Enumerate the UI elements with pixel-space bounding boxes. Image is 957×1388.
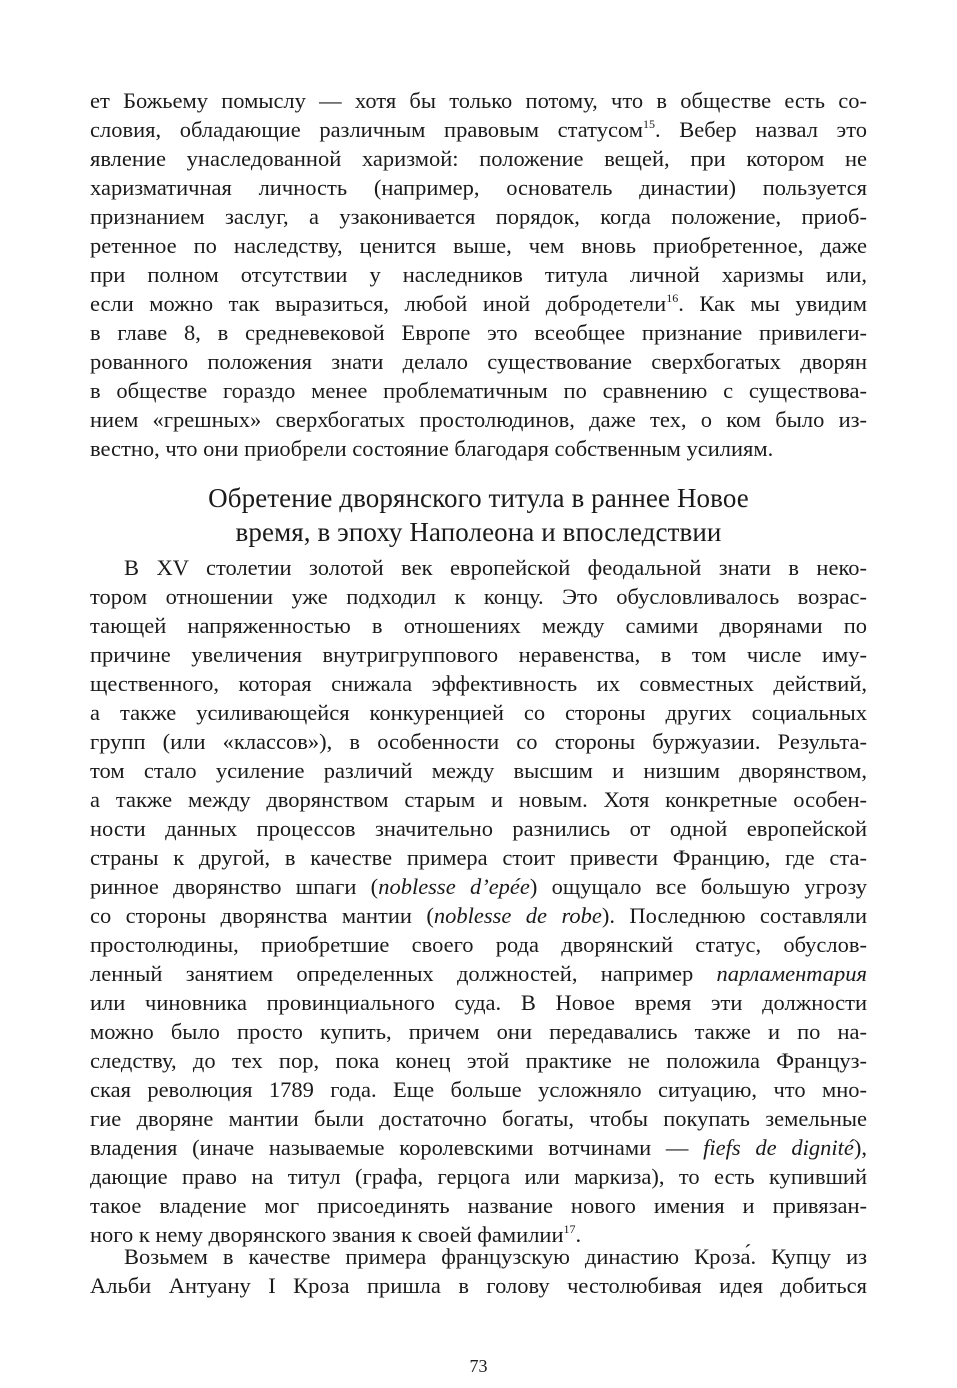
paragraph-2: [90, 553, 867, 1249]
text-line: ности данных процессов значительно разнились от одной европейской: [90, 816, 867, 841]
text-line: а также усиливающейся конкуренцией со стороны других социальных: [90, 700, 867, 725]
text-line: страны к другой, в качестве примера стоит привести Францию, где ста-: [90, 845, 867, 870]
text-line: Возьмем в качестве примера французскую династию Кроза́. Купцу из: [124, 1244, 867, 1269]
text-line: том стало усиление различий между высшим и низшим дворянством,: [90, 758, 867, 783]
text-line: рованного положения знати делало существование сверхбогатых дворян: [90, 349, 867, 374]
text-line: в обществе гораздо менее проблематичным по сравнению с существова-: [90, 378, 867, 403]
italic-term-fiefs: fiefs de dignité: [703, 1135, 854, 1160]
text-line: тором отношении уже подходил к концу. Это обусловливалось возрас-: [90, 584, 867, 609]
heading-line-1: Обретение дворянского титула в раннее Новое: [208, 483, 749, 513]
text-line: можно было просто купить, причем они передавались также и по на-: [90, 1019, 867, 1044]
paragraph-3: [90, 1242, 867, 1300]
text-line: нием «грешных» сверхбогатых простолюдинов, даже тех, о ком было из-: [90, 407, 867, 432]
italic-term-parlementaire: парламентария: [716, 961, 867, 986]
text-line: а также между дворянством старым и новым. Хотя конкретные особен-: [90, 787, 867, 812]
text-line: причине увеличения внутригруппового неравенства, в том числе иму-: [90, 642, 867, 667]
text-line: харизматичная личность (например, основатель династии) пользуется: [90, 175, 867, 200]
text-line: или чиновника провинциального суда. В Новое время эти должности: [90, 990, 867, 1015]
text-line: ет Божьему помыслу — хотя бы только потому, что в обществе есть со-: [90, 88, 867, 113]
text-line: со стороны дворянства мантии (noblesse de robe). Последнюю составляли: [90, 903, 867, 928]
text-line: признанием заслуг, а узаконивается порядок, когда положение, приоб-: [90, 204, 867, 229]
page-number: 73: [469, 1356, 488, 1376]
paragraph-1: [90, 86, 867, 463]
footnote-ref-17[interactable]: 17: [563, 1221, 576, 1236]
text-line: ного к нему дворянского звания к своей фамилии$^{17}$.: [90, 1221, 582, 1247]
text-line: ринное дворянство шпаги (noblesse d’epée) ощущало все большую угрозу: [90, 874, 867, 899]
text-line: вестно, что они приобрели состояние благодаря собственным усилиям.: [90, 436, 774, 461]
text-line: простолюдины, приобретшие своего рода дворянский статус, обуслов-: [90, 932, 867, 957]
text-line: В XV столетии золотой век европейской феодальной знати в неко-: [124, 555, 867, 580]
italic-term-noblesse-robe: noblesse de robe: [433, 903, 602, 928]
footnote-ref-15[interactable]: 15: [643, 116, 655, 131]
text-line: следству, до тех пор, пока конец этой практике не положила Француз-: [90, 1048, 867, 1073]
italic-term-noblesse-epee: noblesse d’epée: [378, 874, 530, 899]
text-line: при полном отсутствии у наследников титула личной харизмы или,: [90, 262, 867, 287]
text-line: дающие право на титул (графа, герцога или маркиза), то есть купивший: [90, 1164, 867, 1189]
text-line: словия, обладающие различным правовым статусом$^{15}$. Вебер назвал это: [90, 116, 867, 142]
text-line: если можно так выразиться, любой иной добродетели$^{16}$. Как мы увидим: [90, 290, 867, 316]
heading-line-2: время, в эпоху Наполеона и впоследствии: [235, 517, 722, 547]
text-line: такое владение мог присоединять название нового имения и привязан-: [90, 1193, 867, 1218]
text-line: ленный занятием определенных должностей, например парламентария: [90, 961, 867, 986]
text-line: ретенное по наследству, ценится выше, чем вновь приобретенное, даже: [90, 233, 867, 258]
text-line: в главе 8, в средневековой Европе это всеобщее признание привилеги-: [90, 320, 867, 345]
text-line: групп (или «классов»), в особенности со стороны буржуазии. Результа-: [90, 729, 867, 754]
section-heading: [90, 481, 867, 549]
text-line: щественного, которая снижала эффективность их совместных действий,: [90, 671, 867, 696]
text-line: тающей напряженностью в отношениях между самими дворянами по: [90, 613, 867, 638]
text-line: явление унаследованной харизмой: положение вещей, при котором не: [90, 146, 867, 171]
text-line: гие дворяне мантии были достаточно богаты, чтобы покупать земельные: [90, 1106, 867, 1131]
text-line: владения (иначе называемые королевскими вотчинами — fiefs de dignité),: [90, 1135, 867, 1160]
text-line: ская революция 1789 года. Еще больше усложняло ситуацию, что мно-: [90, 1077, 867, 1102]
footnote-ref-16[interactable]: 16: [666, 290, 679, 305]
text-line: Альби Антуану I Кроза пришла в голову честолюбивая идея добиться: [90, 1273, 867, 1298]
